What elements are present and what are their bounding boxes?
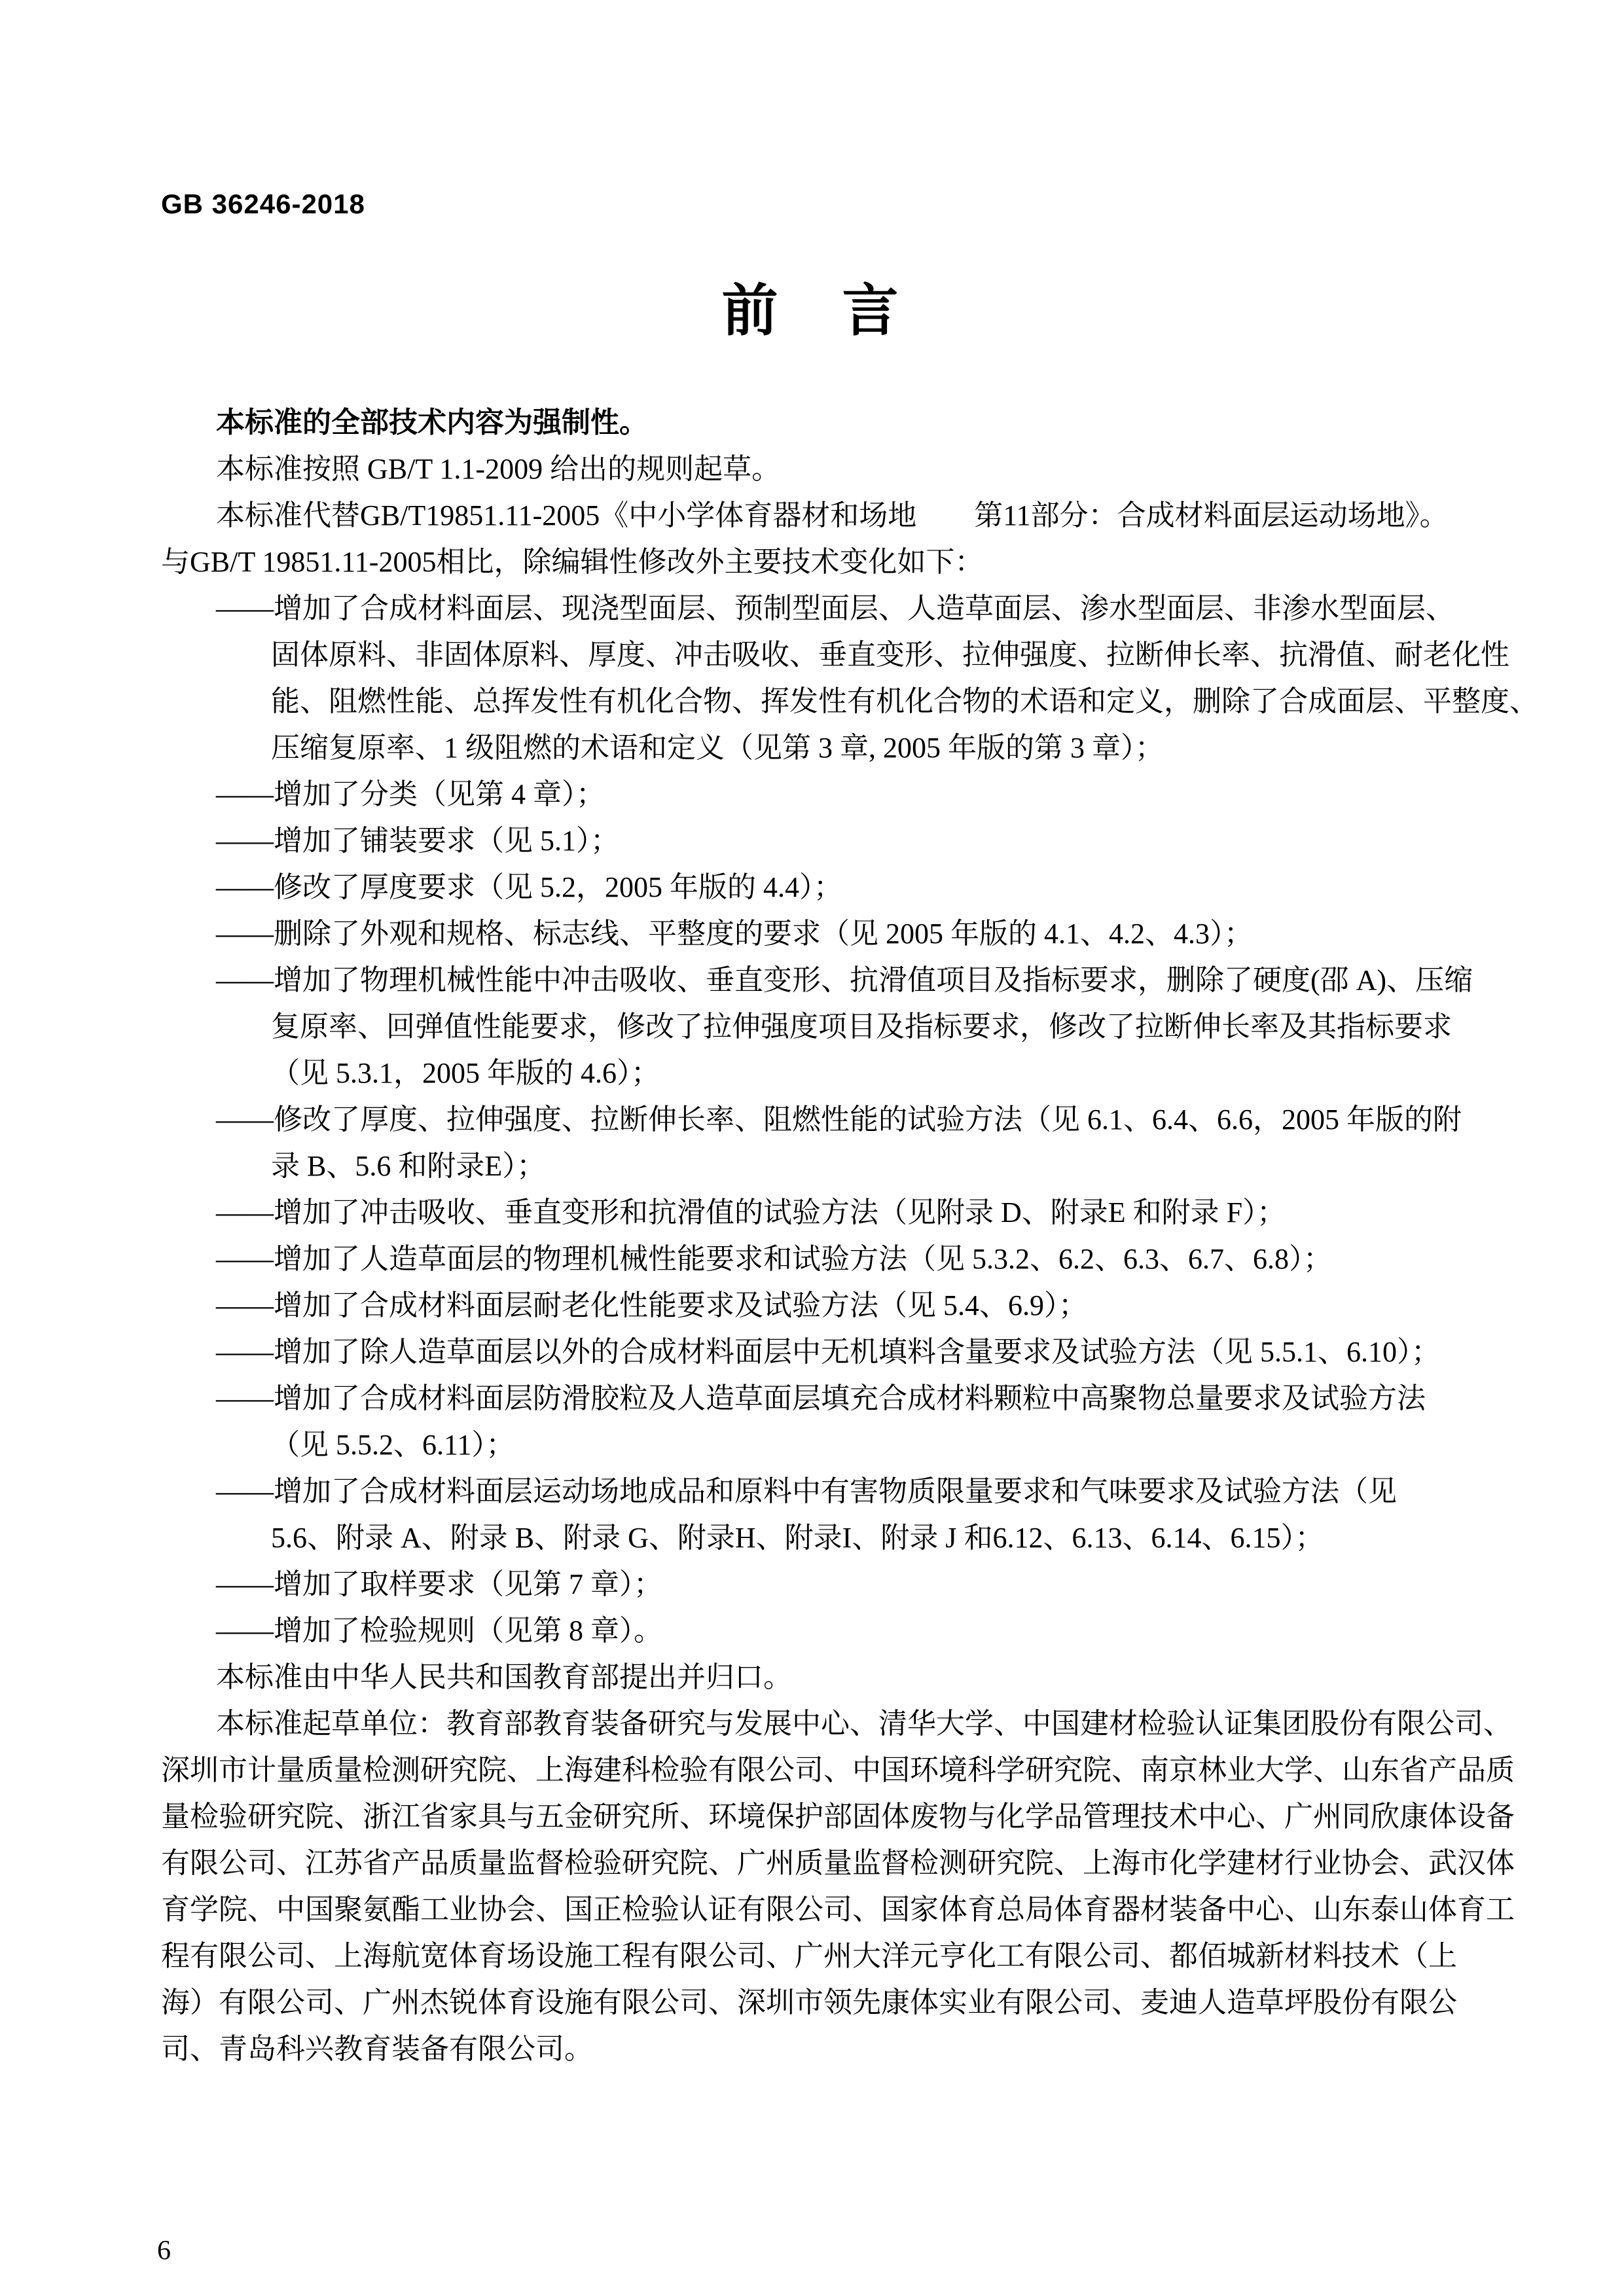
body-line: 本标准由中华人民共和国教育部提出并归口。 bbox=[216, 1661, 792, 1693]
body-line: ——修改了厚度、拉伸强度、拉断伸长率、阻燃性能的试验方法（见 6.1、6.4、6.6，2005 年版的附 bbox=[216, 1103, 1462, 1136]
body-line: ——增加了人造草面层的物理机械性能要求和试验方法（见 5.3.2、6.2、6.3、6.7、6.8）； bbox=[216, 1243, 1332, 1275]
body-line: 司、青岛科兴教育装备有限公司。 bbox=[161, 2033, 593, 2065]
body-line: ——增加了冲击吸收、垂直变形和抗滑值的试验方法（见附录 D、附录E 和附录 F）； bbox=[216, 1196, 1286, 1229]
body-line: 复原率、回弹值性能要求，修改了拉伸强度项目及指标要求，修改了拉断伸长率及其指标要求 bbox=[271, 1011, 1452, 1043]
body-line: ——增加了检验规则（见第 8 章）。 bbox=[216, 1615, 662, 1647]
body-line: ——增加了铺装要求（见 5.1）； bbox=[216, 825, 619, 857]
body-line: 本标准的全部技术内容为强制性。 bbox=[216, 406, 648, 439]
body-line: ——删除了外观和规格、标志线、平整度的要求（见 2005 年版的 4.1、4.2、4.3）； bbox=[216, 918, 1253, 950]
body-line: 有限公司、江苏省产品质量监督检验研究院、广州质量监督检测研究院、上海市化学建材行业协会、武汉体 bbox=[161, 1847, 1515, 1879]
body-line: ——增加了合成材料面层、现浇型面层、预制型面层、人造草面层、渗水型面层、非渗水型面层、 bbox=[216, 592, 1454, 624]
body-line: 本标准代替GB/T19851.11-2005《中小学体育器材和场地 第11部分：合成材料面层运动场地》。 bbox=[216, 499, 1449, 531]
body-line: 海）有限公司、广州杰锐体育设施有限公司、深圳市领先康体实业有限公司、麦迪人造草坪股份有限公 bbox=[161, 1986, 1457, 2018]
body-line: ——增加了除人造草面层以外的合成材料面层中无机填料含量要求及试验方法（见 5.5.1、6.10）； bbox=[216, 1336, 1440, 1368]
body-line: ——增加了合成材料面层耐老化性能要求及试验方法（见 5.4、6.9）； bbox=[216, 1289, 1087, 1321]
body-line: 固体原料、非固体原料、厚度、冲击吸收、垂直变形、拉伸强度、拉断伸长率、抗滑值、耐老化性 bbox=[271, 639, 1509, 671]
body-line: 程有限公司、上海航宽体育场设施工程有限公司、广州大洋元亨化工有限公司、都佰城新材料技术（上 bbox=[161, 1940, 1457, 1972]
page-number: 6 bbox=[157, 2236, 171, 2266]
body-line: ——增加了合成材料面层防滑胶粒及人造草面层填充合成材料颗粒中高聚物总量要求及试验方法 bbox=[216, 1382, 1426, 1414]
body-line: （见 5.3.1，2005 年版的 4.6）； bbox=[271, 1057, 660, 1089]
body-line: ——修改了厚度要求（见 5.2，2005 年版的 4.4）； bbox=[216, 871, 842, 903]
body-line: （见 5.5.2、6.11）； bbox=[271, 1429, 515, 1461]
body-line: ——增加了合成材料面层运动场地成品和原料中有害物质限量要求和气味要求及试验方法（见 bbox=[216, 1475, 1397, 1507]
body-line: 与GB/T 19851.11-2005相比，除编辑性修改外主要技术变化如下： bbox=[161, 546, 984, 578]
body-line: ——增加了分类（见第 4 章）； bbox=[216, 778, 605, 810]
page-title: 前 言 bbox=[721, 279, 903, 342]
body-line: 本标准起草单位：教育部教育装备研究与发展中心、清华大学、中国建材检验认证集团股份有限公司、 bbox=[216, 1708, 1512, 1740]
body-line: 压缩复原率、1 级阻燃的术语和定义（见第 3 章, 2005 年版的第 3 章）； bbox=[271, 732, 1164, 764]
body-line: 能、阻燃性能、总挥发性有机化合物、挥发性有机化合物的术语和定义，删除了合成面层、平整度、 bbox=[271, 685, 1538, 717]
body-line: 本标准按照 GB/T 1.1-2009 给出的规则起草。 bbox=[216, 453, 781, 485]
foreword-body bbox=[161, 399, 1538, 2072]
body-line: ——增加了取样要求（见第 7 章）； bbox=[216, 1568, 662, 1600]
body-line: 录 B、5.6 和附录E）； bbox=[271, 1150, 546, 1182]
body-line: ——增加了物理机械性能中冲击吸收、垂直变形、抗滑值项目及指标要求，删除了硬度(邵 A)、压缩 bbox=[216, 964, 1473, 996]
standard-number: GB 36246-2018 bbox=[161, 188, 365, 219]
body-line: 深圳市计量质量检测研究院、上海建科检验有限公司、中国环境科学研究院、南京林业大学、山东省产品质 bbox=[161, 1754, 1515, 1786]
body-line: 育学院、中国聚氨酯工业协会、国正检验认证有限公司、国家体育总局体育器材装备中心、山东泰山体育工 bbox=[161, 1893, 1515, 1926]
body-line: 5.6、附录 A、附录 B、附录 G、附录H、附录I、附录 J 和6.12、6.13、6.14、6.15）； bbox=[271, 1522, 1324, 1554]
body-line: 量检验研究院、浙江省家具与五金研究所、环境保护部固体废物与化学品管理技术中心、广州同欣康体设备 bbox=[161, 1801, 1515, 1833]
